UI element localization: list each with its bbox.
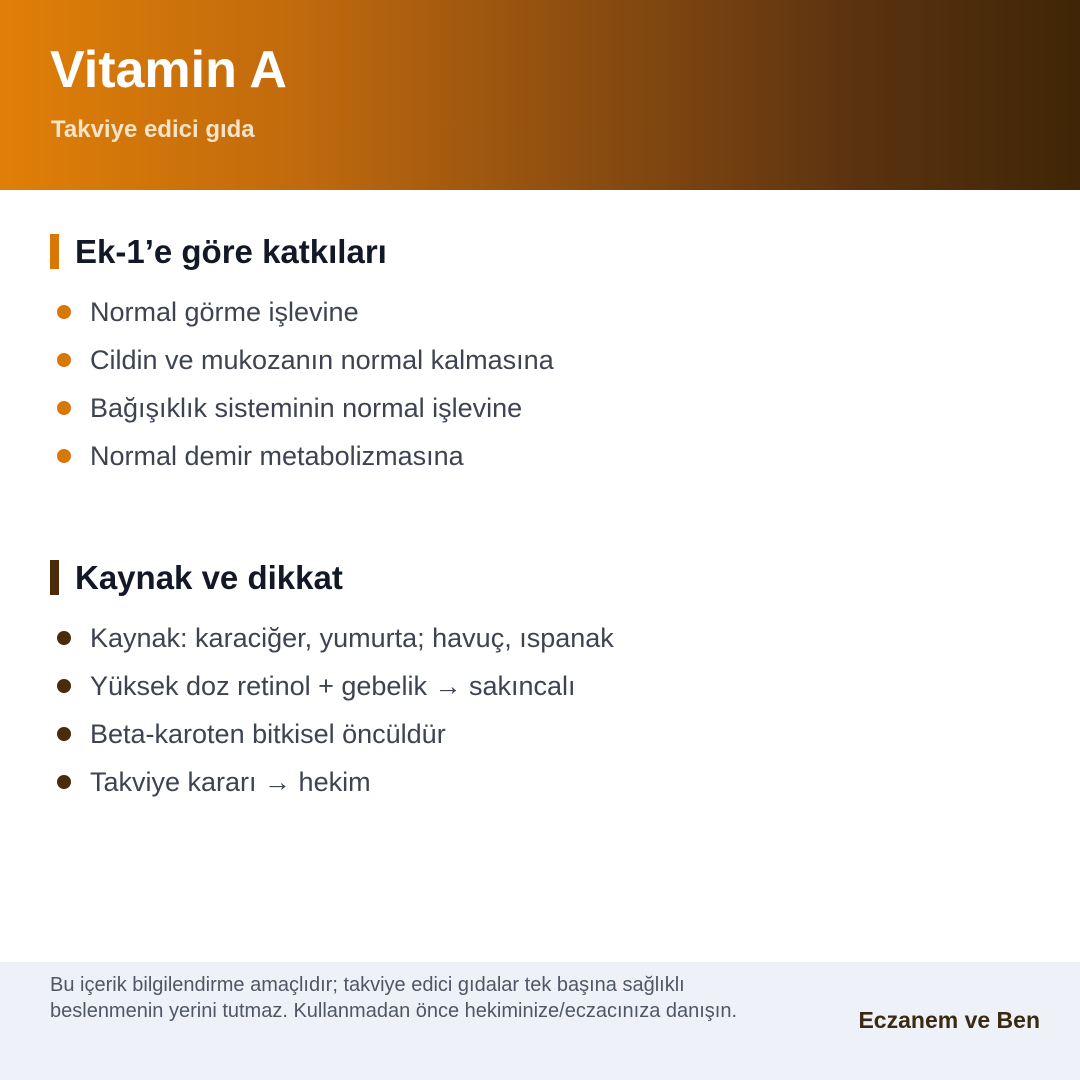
section-heading	[50, 232, 1030, 270]
section-title: Kaynak ve dikkat	[75, 558, 343, 596]
list-item	[50, 336, 554, 384]
accent-bar	[50, 234, 59, 269]
disclaimer-line: Bu içerik bilgilendirme amaçlıdır; takviye edici gıdalar tek başına sağlıklı	[50, 974, 685, 996]
list-item	[50, 432, 554, 480]
footer	[0, 962, 1080, 1080]
list-item	[50, 710, 614, 758]
accent-bar	[50, 560, 59, 595]
header-banner	[0, 0, 1080, 190]
section-title: Ek-1’e göre katkıları	[75, 232, 387, 270]
list-item	[50, 758, 614, 806]
list-item-text: Yüksek doz retinol + gebelik → sakıncalı	[90, 670, 576, 701]
bullet-dot-icon	[57, 775, 71, 789]
bullet-dot-icon	[57, 401, 71, 415]
list-item-text: Kaynak: karaciğer, yumurta; havuç, ıspanak	[90, 622, 614, 653]
contributions-list	[50, 288, 554, 480]
section-heading	[50, 558, 1030, 596]
list-item-text: Beta-karoten bitkisel öncüldür	[90, 718, 446, 749]
list-item-text: Cildin ve mukozanın normal kalmasına	[90, 344, 554, 375]
bullet-dot-icon	[57, 679, 71, 693]
section-contributions	[50, 232, 1030, 471]
list-item-text: Normal demir metabolizmasına	[90, 440, 464, 471]
list-item	[50, 288, 554, 336]
page-subtitle: Takviye edici gıda	[51, 116, 255, 143]
list-item	[50, 384, 554, 432]
bullet-dot-icon	[57, 305, 71, 319]
list-item-text: Bağışıklık sisteminin normal işlevine	[90, 392, 523, 423]
brand-name: Eczanem ve Ben	[858, 1007, 1040, 1033]
bullet-dot-icon	[57, 631, 71, 645]
bullet-dot-icon	[57, 727, 71, 741]
list-item	[50, 662, 614, 710]
list-item-text: Normal görme işlevine	[90, 296, 359, 327]
page-title: Vitamin A	[50, 41, 287, 99]
bullet-dot-icon	[57, 449, 71, 463]
sources-caution-list	[50, 614, 614, 806]
section-sources-caution	[50, 558, 1030, 797]
list-item-text: Takviye kararı → hekim	[90, 766, 371, 797]
disclaimer-text	[50, 972, 850, 1024]
disclaimer-line: beslenmenin yerini tutmaz. Kullanmadan önce hekiminize/eczacınıza danışın.	[50, 1000, 738, 1022]
list-item	[50, 614, 614, 662]
bullet-dot-icon	[57, 353, 71, 367]
